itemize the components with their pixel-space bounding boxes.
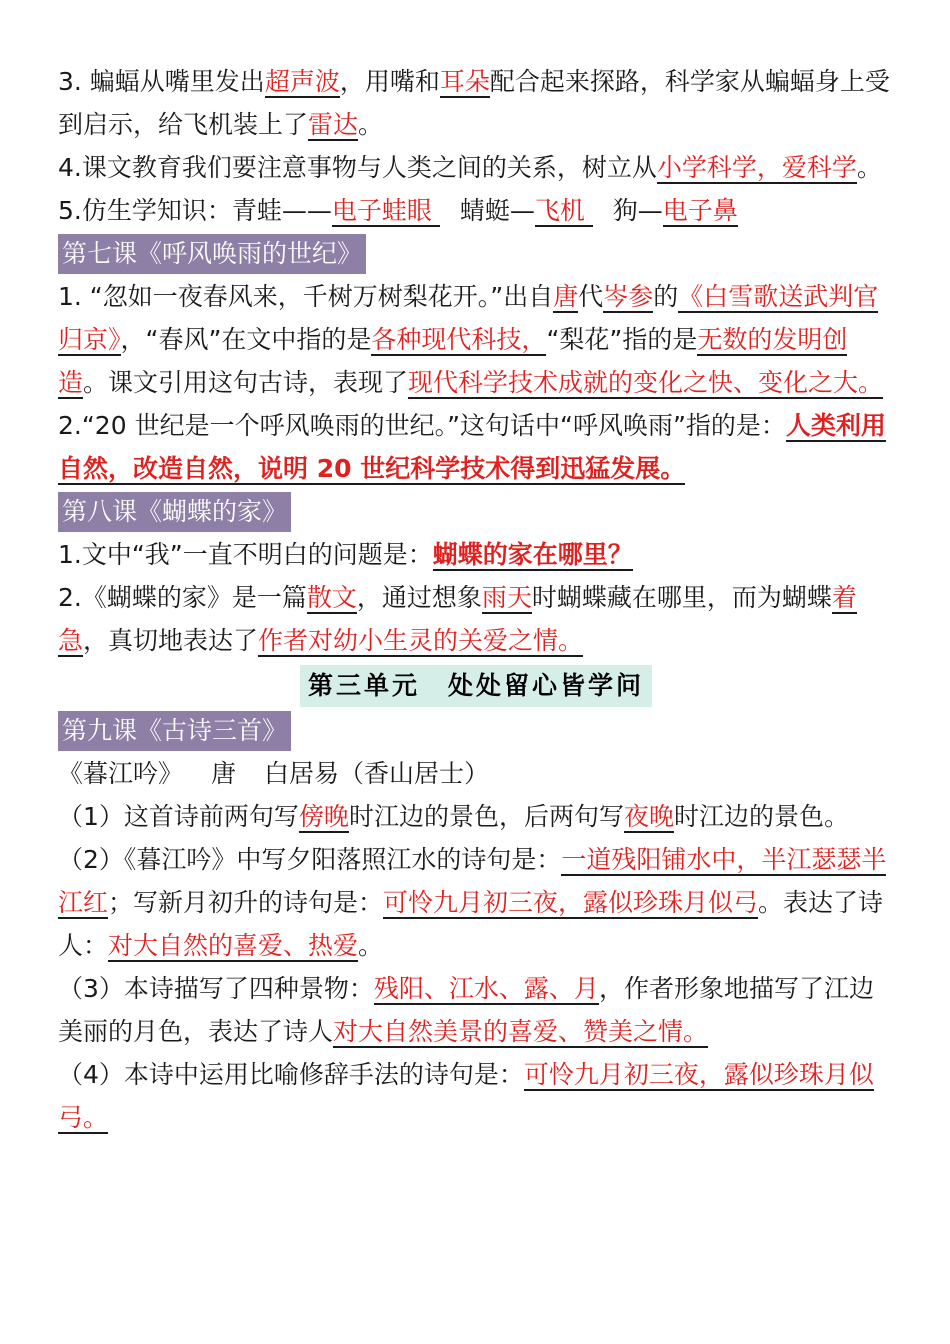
answer: 岑参 (603, 282, 654, 311)
poem-info (58, 752, 894, 795)
text: ，作者形象地描写了江边美丽的月色，表达了诗人 (58, 974, 874, 1046)
text: 2.《蝴蝶的家》是一篇 (58, 583, 307, 612)
text: 。 (358, 931, 384, 960)
unit-number: 第三单元 (307, 671, 420, 700)
text: 4.课文教育我们要注意事物与人类之间的关系，树立从 (58, 153, 657, 182)
lesson-9-q2 (58, 838, 894, 967)
answer: 各种现代科技， (371, 325, 547, 354)
note-4 (58, 146, 894, 189)
text: 狗— (612, 196, 663, 225)
text: 配合起来探路，科学家从蝙蝠身上受到启示，给飞机装上了 (58, 67, 890, 139)
answer: 电子蛙眼 (331, 196, 440, 225)
answer: 雷达 (308, 110, 359, 139)
poem-author: 白居易（香山居士） (264, 759, 490, 788)
text: ，真切地表达了 (83, 626, 259, 655)
text: （3）本诗描写了四种景物： (58, 974, 374, 1003)
unit-3-heading (300, 665, 652, 707)
answer: 电子鼻 (662, 196, 738, 225)
unit-theme: 处处留心皆学问 (448, 671, 645, 700)
lesson-9-q1 (58, 795, 894, 838)
answer: 残阳、江水、露、月 (373, 974, 599, 1003)
text: 时蝴蝶藏在哪里，而为蝴蝶 (531, 583, 832, 612)
answer: 对大自然美景的喜爱、赞美之情。 (333, 1017, 709, 1046)
text: 3. 蝙蝠从嘴里发出 (58, 67, 265, 96)
lesson-8-heading: 第八课《蝴蝶的家》 (58, 492, 291, 532)
answer: 蝴蝶的家在哪里？ (432, 540, 633, 569)
text: 。 (358, 110, 384, 139)
answer: 唐 (553, 282, 579, 311)
poem-title: 《暮江吟》 (58, 759, 184, 788)
answer: 现代科学技术成就的变化之快、变化之大。 (408, 368, 884, 397)
lesson-8-q2 (58, 576, 894, 662)
text: ；写新月初升的诗句是： (108, 888, 384, 917)
lesson-8-q1 (58, 533, 894, 576)
text: “梨花”指的是 (546, 325, 698, 354)
answer: 着急 (58, 583, 857, 655)
answer: 一道残阳铺水中，半江瑟瑟半江红 (58, 845, 887, 917)
text: （2）《暮江吟》中写夕阳落照江水的诗句是： (58, 845, 562, 874)
note-5 (58, 189, 894, 232)
text: 代 (578, 282, 604, 311)
text: 时江边的景色。 (673, 802, 849, 831)
text: 1.文中“我”一直不明白的问题是： (58, 540, 433, 569)
lesson-9-q4 (58, 1053, 894, 1139)
answer: 小学科学，爱科学 (656, 153, 857, 182)
text: 的 (653, 282, 679, 311)
text: ，通过想象 (356, 583, 482, 612)
text: （1）这首诗前两句写 (58, 802, 299, 831)
answer: 超声波 (264, 67, 340, 96)
text: 。课文引用这句古诗，表现了 (83, 368, 409, 397)
answer: 傍晚 (298, 802, 349, 831)
answer: 散文 (306, 583, 357, 612)
text: 2.“20 世纪是一个呼风唤雨的世纪。”这句话中“呼风唤雨”指的是： (58, 411, 786, 440)
answer: 对大自然的喜爱、热爱 (108, 931, 359, 960)
text: 。表达了诗人： (58, 888, 884, 960)
lesson-7-heading: 第七课《呼风唤雨的世纪》 (58, 234, 366, 274)
text: ，用嘴和 (339, 67, 440, 96)
lesson-7-q1 (58, 275, 894, 404)
answer: 《白雪歌送武判官归京》 (58, 282, 879, 354)
answer: 可怜九月初三夜，露似珍珠月似弓 (383, 888, 759, 917)
text: 5.仿生学知识：青蛙—— (58, 196, 332, 225)
text: 蜻蜓— (459, 196, 535, 225)
lesson-7-q2 (58, 404, 894, 490)
text: （4）本诗中运用比喻修辞手法的诗句是： (58, 1060, 524, 1089)
text: 。 (856, 153, 882, 182)
note-3 (58, 60, 894, 146)
lesson-9-heading: 第九课《古诗三首》 (58, 711, 291, 751)
poem-dynasty: 唐 (211, 759, 237, 788)
answer: 夜晚 (623, 802, 674, 831)
answer: 可怜九月初三夜，露似珍珠月似弓。 (58, 1060, 874, 1132)
text: 1. “忽如一夜春风来，千树万树梨花开。”出自 (58, 282, 554, 311)
answer: 人类利用自然，改造自然，说明 20 世纪科学技术得到迅猛发展。 (58, 411, 886, 483)
answer: 飞机 (534, 196, 593, 225)
answer: 耳朵 (439, 67, 490, 96)
text: ，“春风”在文中指的是 (120, 325, 372, 354)
lesson-9-q3 (58, 967, 894, 1053)
answer: 雨天 (481, 583, 532, 612)
answer: 作者对幼小生灵的关爱之情。 (258, 626, 584, 655)
text: 时江边的景色，后两句写 (348, 802, 624, 831)
answer: 无数的发明创造 (58, 325, 848, 397)
